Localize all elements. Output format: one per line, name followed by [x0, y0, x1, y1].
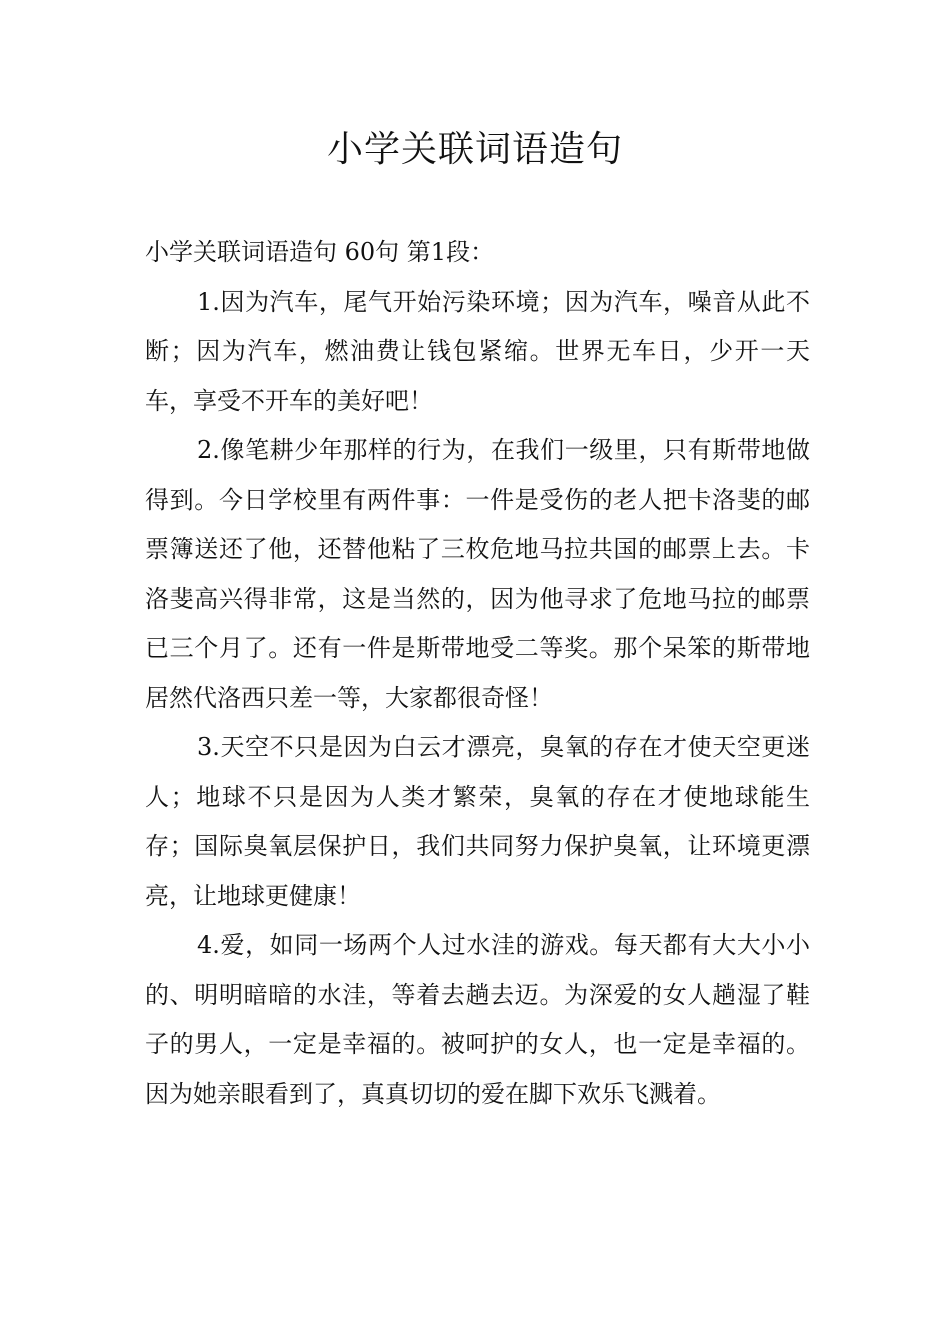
document-title: 小学关联词语造句 [326, 129, 623, 170]
paragraph-4: 4.爱，如同一场两个人过水洼的游戏。每天都有大大小小的、明明暗暗的水洼，等着去趟去迈。为深爱的女人趟湿了鞋子的男人，一定是幸福的。被呵护的女人，也一定是幸福的。因为她亲眼看到了，真真切切的爱在脚下欢乐飞溅着。 [145, 931, 810, 1108]
paragraph-3: 3.天空不只是因为白云才漂亮，臭氧的存在才使天空更迷人；地球不只是因为人类才繁荣，臭氧的存在才使地球能生存；国际臭氧层保护日，我们共同努力保护臭氧，让环境更漂亮，让地球更健康！ [145, 733, 810, 910]
document-subtitle: 小学关联词语造句 60句 第1段： [145, 238, 495, 266]
paragraph-2: 2.像笔耕少年那样的行为，在我们一级里，只有斯带地做得到。今日学校里有两件事：一件是受伤的老人把卡洛斐的邮票簿送还了他，还替他粘了三枚危地马拉共国的邮票上去。卡洛斐高兴得非常，这是当然的，因为他寻求了危地马拉的邮票已三个月了。还有一件是斯带地受二等奖。那个呆笨的斯带地居然代洛西只差一等，大家都很奇怪！ [145, 436, 810, 712]
document-body [145, 228, 810, 1119]
paragraph-1: 1.因为汽车，尾气开始污染环境；因为汽车，噪音从此不断；因为汽车，燃油费让钱包紧缩。世界无车日，少开一天车，享受不开车的美好吧！ [145, 287, 810, 415]
